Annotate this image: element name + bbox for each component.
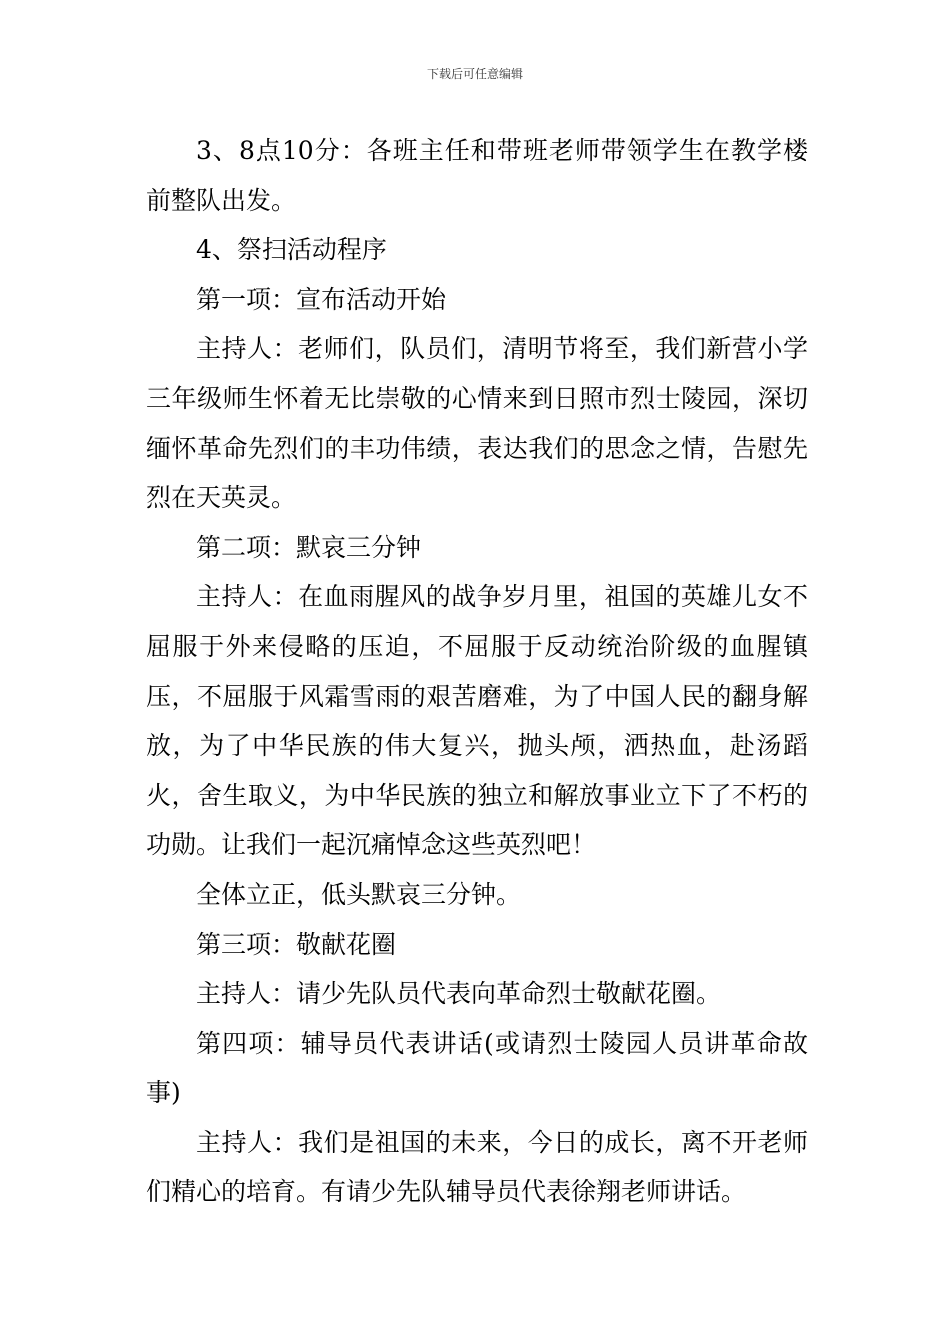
paragraph-procedure-heading: 4、祭扫活动程序 [196,235,387,265]
paragraph-item-4: 第四项：辅导员代表讲话(或请烈士陵园人员讲革命故事) [146,1028,808,1108]
document-body [146,126,808,1217]
paragraph-host-speech-3: 主持人：请少先队员代表向革命烈士敬献花圈。 [196,979,722,1009]
paragraph-item-1: 第一项：宣布活动开始 [196,284,447,314]
paragraph-item-2: 第二项：默哀三分钟 [196,532,422,562]
page-header-note: 下载后可任意编辑 [426,67,523,81]
paragraph-host-speech-2: 主持人：在血雨腥风的战争岁月里，祖国的英雄儿女不屈服于外来侵略的压迫，不屈服于反动统治阶级的血腥镇压，不屈服于风霜雪雨的艰苦磨难，为了中国人民的翻身解放，为了中华民族的伟大复兴，抛头颅，洒热血，赴汤蹈火，舍生取义，为中华民族的独立和解放事业立下了不朽的功勋。让我们一起沉痛悼念这些英烈吧！ [146,582,808,860]
paragraph-host-speech-1: 主持人：老师们，队员们，清明节将至，我们新营小学三年级师生怀着无比崇敬的心情来到日照市烈士陵园，深切缅怀革命先烈们的丰功伟绩，表达我们的思念之情，告慰先烈在天英灵。 [146,334,808,513]
paragraph-host-speech-4: 主持人：我们是祖国的未来，今日的成长，离不开老师们精心的培育。有请少先队辅导员代表徐翔老师讲话。 [146,1127,808,1207]
paragraph-silence-instruction: 全体立正，低头默哀三分钟。 [196,879,522,909]
paragraph-item-3: 第三项：敬献花圈 [196,929,397,959]
paragraph-departure-time: 3、8点10分：各班主任和带班老师带领学生在教学楼前整队出发。 [146,136,808,215]
